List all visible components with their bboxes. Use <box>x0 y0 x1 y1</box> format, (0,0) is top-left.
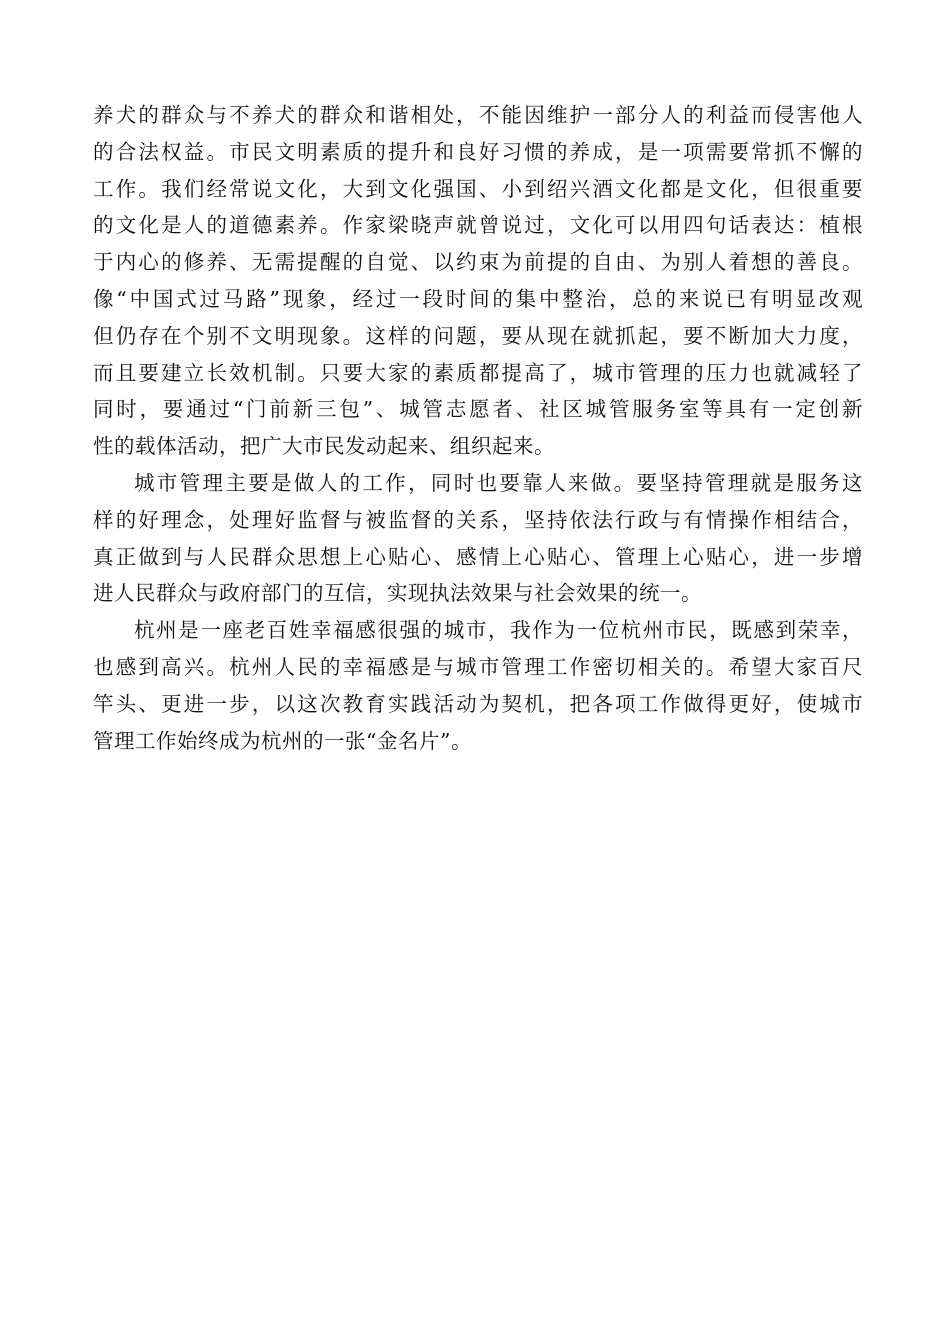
paragraph-1 <box>93 97 863 465</box>
text-line: 的文化是人的道德素养。作家梁晓声就曾说过，文化可以用四句话表达：植根 <box>93 213 863 238</box>
paragraph-2 <box>93 465 863 612</box>
text-line: 样的好理念，处理好监督与被监督的关系，坚持依法行政与有情操作相结合， <box>93 507 863 532</box>
text-line: 杭州是一座老百姓幸福感很强的城市，我作为一位杭州市民，既感到荣幸， <box>134 618 863 643</box>
text-line: 竿头、更进一步，以这次教育实践活动为契机，把各项工作做得更好，使城市 <box>93 691 863 716</box>
text-line: 进人民群众与政府部门的互信，实现执法效果与社会效果的统一。 <box>93 581 702 606</box>
paragraph-3 <box>93 612 863 759</box>
text-line: 城市管理主要是做人的工作，同时也要靠人来做。要坚持管理就是服务这 <box>134 470 863 495</box>
text-line: 但仍存在个别不文明现象。这样的问题，要从现在就抓起，要不断加大力度， <box>93 323 863 348</box>
text-line: 同时，要通过“门前新三包”、城管志愿者、社区城管服务室等具有一定创新 <box>93 397 863 422</box>
text-line: 的合法权益。市民文明素质的提升和良好习惯的养成，是一项需要常抓不懈的 <box>93 139 863 164</box>
text-line: 于内心的修养、无需提醒的自觉、以约束为前提的自由、为别人着想的善良。 <box>93 250 863 275</box>
text-line: 管理工作始终成为杭州的一张“金名片”。 <box>93 728 472 753</box>
text-line: 养犬的群众与不养犬的群众和谐相处，不能因维护一部分人的利益而侵害他人 <box>93 103 863 127</box>
document-body <box>93 97 863 759</box>
text-line: 像“中国式过马路”现象，经过一段时间的集中整治，总的来说已有明显改观 <box>93 286 863 311</box>
text-line: 真正做到与人民群众思想上心贴心、感情上心贴心、管理上心贴心，进一步增 <box>93 544 863 569</box>
text-line: 工作。我们经常说文化，大到文化强国、小到绍兴酒文化都是文化，但很重要 <box>93 176 863 201</box>
text-line: 性的载体活动，把广大市民发动起来、组织起来。 <box>93 434 555 459</box>
text-line: 而且要建立长效机制。只要大家的素质都提高了，城市管理的压力也就减轻了 <box>93 360 863 385</box>
text-line: 也感到高兴。杭州人民的幸福感是与城市管理工作密切相关的。希望大家百尺 <box>93 654 863 679</box>
